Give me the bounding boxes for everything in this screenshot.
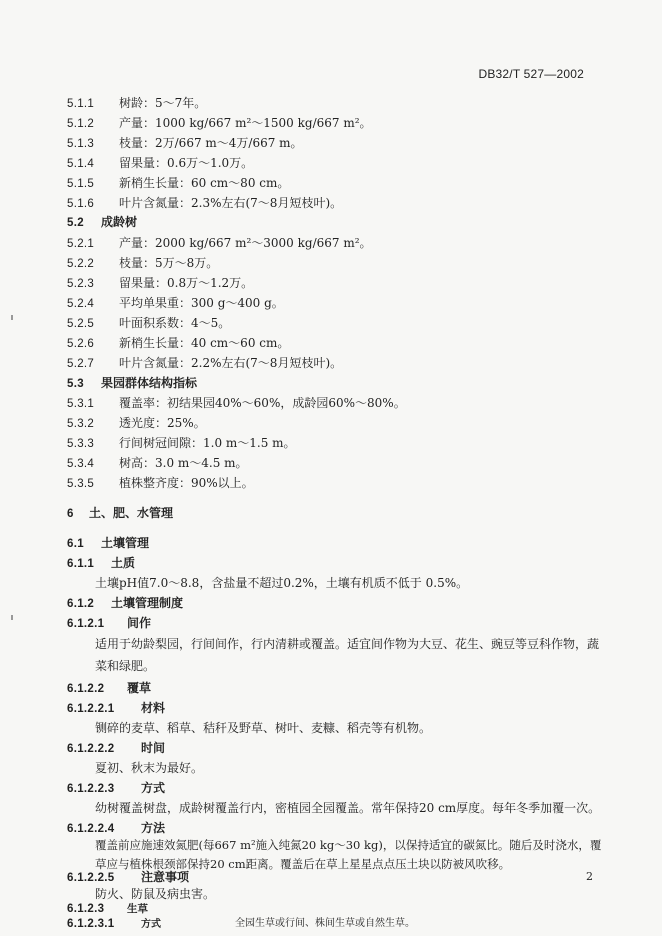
clause-text: 留果量：0.6万～1.0万。 <box>119 156 254 170</box>
clause-title: 土质 <box>111 556 136 570</box>
clause-number: 5.3.5 <box>67 478 95 490</box>
clause-text: 树龄：5～7年。 <box>119 96 207 110</box>
clause-text: 枝量：2万/667 m～4万/667 m。 <box>119 136 303 150</box>
clause-number: 5.3.1 <box>67 398 95 410</box>
clause-number: 5.2.4 <box>67 298 95 310</box>
clause-6-1-2-2-heading <box>67 681 607 697</box>
clause-5-1-2 <box>67 116 607 132</box>
clause-5-3-2 <box>67 416 607 432</box>
scan-mark <box>11 315 13 320</box>
clause-5-2-2 <box>67 256 607 272</box>
document-code: DB32/T 527—2002 <box>478 67 584 81</box>
clause-6-1-2-2-2-heading <box>67 741 607 757</box>
clause-5-2-6 <box>67 336 607 352</box>
chapter-6-heading <box>67 506 607 522</box>
clause-number: 6.1.2.3.1 <box>67 918 115 930</box>
clause-number: 6.1.2.2.3 <box>67 783 115 795</box>
section-title: 果园群体结构指标 <box>101 376 198 390</box>
clause-number: 5.1.4 <box>67 158 95 170</box>
clause-number: 5.1.2 <box>67 118 95 130</box>
clause-number: 5.3.2 <box>67 418 95 430</box>
section-number: 5.3 <box>67 378 84 390</box>
clause-5-3-3 <box>67 436 607 452</box>
clause-text: 新梢生长量：60 cm～80 cm。 <box>119 176 290 190</box>
clause-5-1-3 <box>67 136 607 152</box>
clause-title: 覆草 <box>127 681 152 695</box>
clause-number: 5.2.2 <box>67 258 95 270</box>
paragraph-text: 适用于幼龄梨园，行间间作，行内清耕或覆盖。适宜间作物为大豆、花生、豌豆等豆科作物，蔬菜和绿肥。 <box>95 637 600 673</box>
paragraph-text: 全园生草或行间、株间生草或自然生草。 <box>235 918 415 929</box>
section-title: 成龄树 <box>101 215 138 229</box>
clause-5-1-5 <box>67 176 607 192</box>
paragraph-text: 土壤pH值7.0～8.8，含盐量不超过0.2%，土壤有机质不低于 0.5%。 <box>95 576 469 590</box>
paragraph-6-1-1 <box>95 576 635 591</box>
clause-number: 5.1.6 <box>67 198 95 210</box>
clause-6-1-2-2-5-heading <box>67 870 607 886</box>
clause-text: 平均单果重：300 g～400 g。 <box>119 296 284 310</box>
clause-6-1-2-2-4-heading <box>67 821 607 837</box>
paragraph-6-1-2-2-4 <box>95 836 607 874</box>
clause-6-1-2-1-heading <box>67 616 607 632</box>
clause-5-3-5 <box>67 476 607 492</box>
clause-text: 叶面积系数：4～5。 <box>119 316 231 330</box>
clause-number: 6.1.1 <box>67 558 95 570</box>
paragraph-6-1-2-1 <box>95 633 607 677</box>
chapter-title: 土、肥、水管理 <box>89 506 174 520</box>
section-6-1-heading <box>67 536 607 552</box>
clause-text: 叶片含氮量：2.2%左右(7～8月短枝叶)。 <box>119 356 343 370</box>
clause-number: 5.2.6 <box>67 338 95 350</box>
clause-text: 覆盖率：初结果园40%～60%，成龄园60%～80%。 <box>119 396 406 410</box>
paragraph-text: 铡碎的麦草、稻草、秸秆及野草、树叶、麦糠、稻壳等有机物。 <box>95 721 432 735</box>
clause-5-2-3 <box>67 276 607 292</box>
clause-6-1-1-heading <box>67 556 607 572</box>
clause-text: 产量：2000 kg/667 m²～3000 kg/667 m²。 <box>119 236 372 250</box>
section-title: 土壤管理 <box>101 536 150 550</box>
clause-text: 透光度：25%。 <box>119 416 206 430</box>
clause-number: 6.1.2.1 <box>67 618 105 630</box>
clause-number: 5.2.3 <box>67 278 95 290</box>
clause-5-2-7 <box>67 356 607 372</box>
clause-title: 间作 <box>127 616 152 630</box>
clause-title: 方式 <box>141 781 166 795</box>
clause-5-3-1 <box>67 396 607 412</box>
clause-5-2-4 <box>67 296 607 312</box>
section-number: 6.1 <box>67 538 84 550</box>
clause-number: 5.3.3 <box>67 438 95 450</box>
clause-text: 叶片含氮量：2.3%左右(7～8月短枝叶)。 <box>119 196 343 210</box>
paragraph-text: 夏初、秋末为最好。 <box>95 761 204 775</box>
clause-title: 材料 <box>141 701 166 715</box>
clause-number: 6.1.2.2.5 <box>67 872 115 884</box>
clause-number: 6.1.2.2.1 <box>67 703 115 715</box>
paragraph-6-1-2-2-3 <box>95 801 635 816</box>
clause-number: 6.1.2.3 <box>67 903 105 915</box>
clause-title: 生草 <box>127 903 148 915</box>
clause-5-2-5 <box>67 316 607 332</box>
paragraph-text: 幼树覆盖树盘，成龄树覆盖行内，密植园全园覆盖。常年保持20 cm厚度。每年冬季加覆一次。 <box>95 801 601 815</box>
clause-number: 6.1.2.2.4 <box>67 823 115 835</box>
clause-title: 土壤管理制度 <box>111 596 184 610</box>
clause-6-1-2-2-3-heading <box>67 781 607 797</box>
clause-text: 留果量：0.8万～1.2万。 <box>119 276 254 290</box>
clause-title: 注意事项 <box>141 870 190 884</box>
clause-text: 枝量：5万～8万。 <box>119 256 219 270</box>
clause-text: 新梢生长量：40 cm～60 cm。 <box>119 336 290 350</box>
clause-number: 6.1.2 <box>67 598 95 610</box>
clause-6-1-2-2-1-heading <box>67 701 607 717</box>
clause-title: 方法 <box>141 821 166 835</box>
clause-text: 行间树冠间隙：1.0 m～1.5 m。 <box>119 436 296 450</box>
clause-text: 植株整齐度：90%以上。 <box>119 476 254 490</box>
clause-number: 5.2.1 <box>67 238 95 250</box>
clause-5-1-1 <box>67 96 607 112</box>
section-number: 5.2 <box>67 217 84 229</box>
clause-number: 5.2.5 <box>67 318 95 330</box>
clause-number: 6.1.2.2 <box>67 683 105 695</box>
clause-number: 5.1.3 <box>67 138 95 150</box>
clause-number: 5.2.7 <box>67 358 95 370</box>
paragraph-6-1-2-3-1 <box>235 918 662 930</box>
clause-5-1-4 <box>67 156 607 172</box>
clause-title: 时间 <box>141 741 166 755</box>
clause-number: 6.1.2.2.2 <box>67 743 115 755</box>
clause-number: 5.3.4 <box>67 458 95 470</box>
clause-text: 树高：3.0 m～4.5 m。 <box>119 456 248 470</box>
clause-text: 产量：1000 kg/667 m²～1500 kg/667 m²。 <box>119 116 372 130</box>
clause-5-2-1 <box>67 236 607 252</box>
section-5-3-heading <box>67 376 607 392</box>
page-number: 2 <box>586 870 593 883</box>
clause-5-1-6 <box>67 196 607 212</box>
paragraph-6-1-2-2-2 <box>95 761 635 776</box>
clause-number: 5.1.1 <box>67 98 95 110</box>
chapter-number: 6 <box>67 508 74 520</box>
paragraph-6-1-2-2-1 <box>95 721 635 736</box>
scan-mark <box>11 615 13 620</box>
clause-5-3-4 <box>67 456 607 472</box>
clause-title: 方式 <box>141 919 161 930</box>
clause-number: 5.1.5 <box>67 178 95 190</box>
paragraph-6-1-2-2-5 <box>95 887 635 902</box>
section-5-2-heading <box>67 215 607 231</box>
clause-6-1-2-3-heading <box>67 903 607 916</box>
clause-6-1-2-heading <box>67 596 607 612</box>
paragraph-text: 防火、防鼠及病虫害。 <box>95 887 216 901</box>
paragraph-text: 覆盖前应施速效氮肥(每667 m²施入纯氮20 kg～30 kg)，以保持适宜的碳氮比。随后及时浇水，覆草应与植株根颈部保持20 cm距离。覆盖后在草上星星点点压土块以防被风吹移。 <box>95 838 602 871</box>
